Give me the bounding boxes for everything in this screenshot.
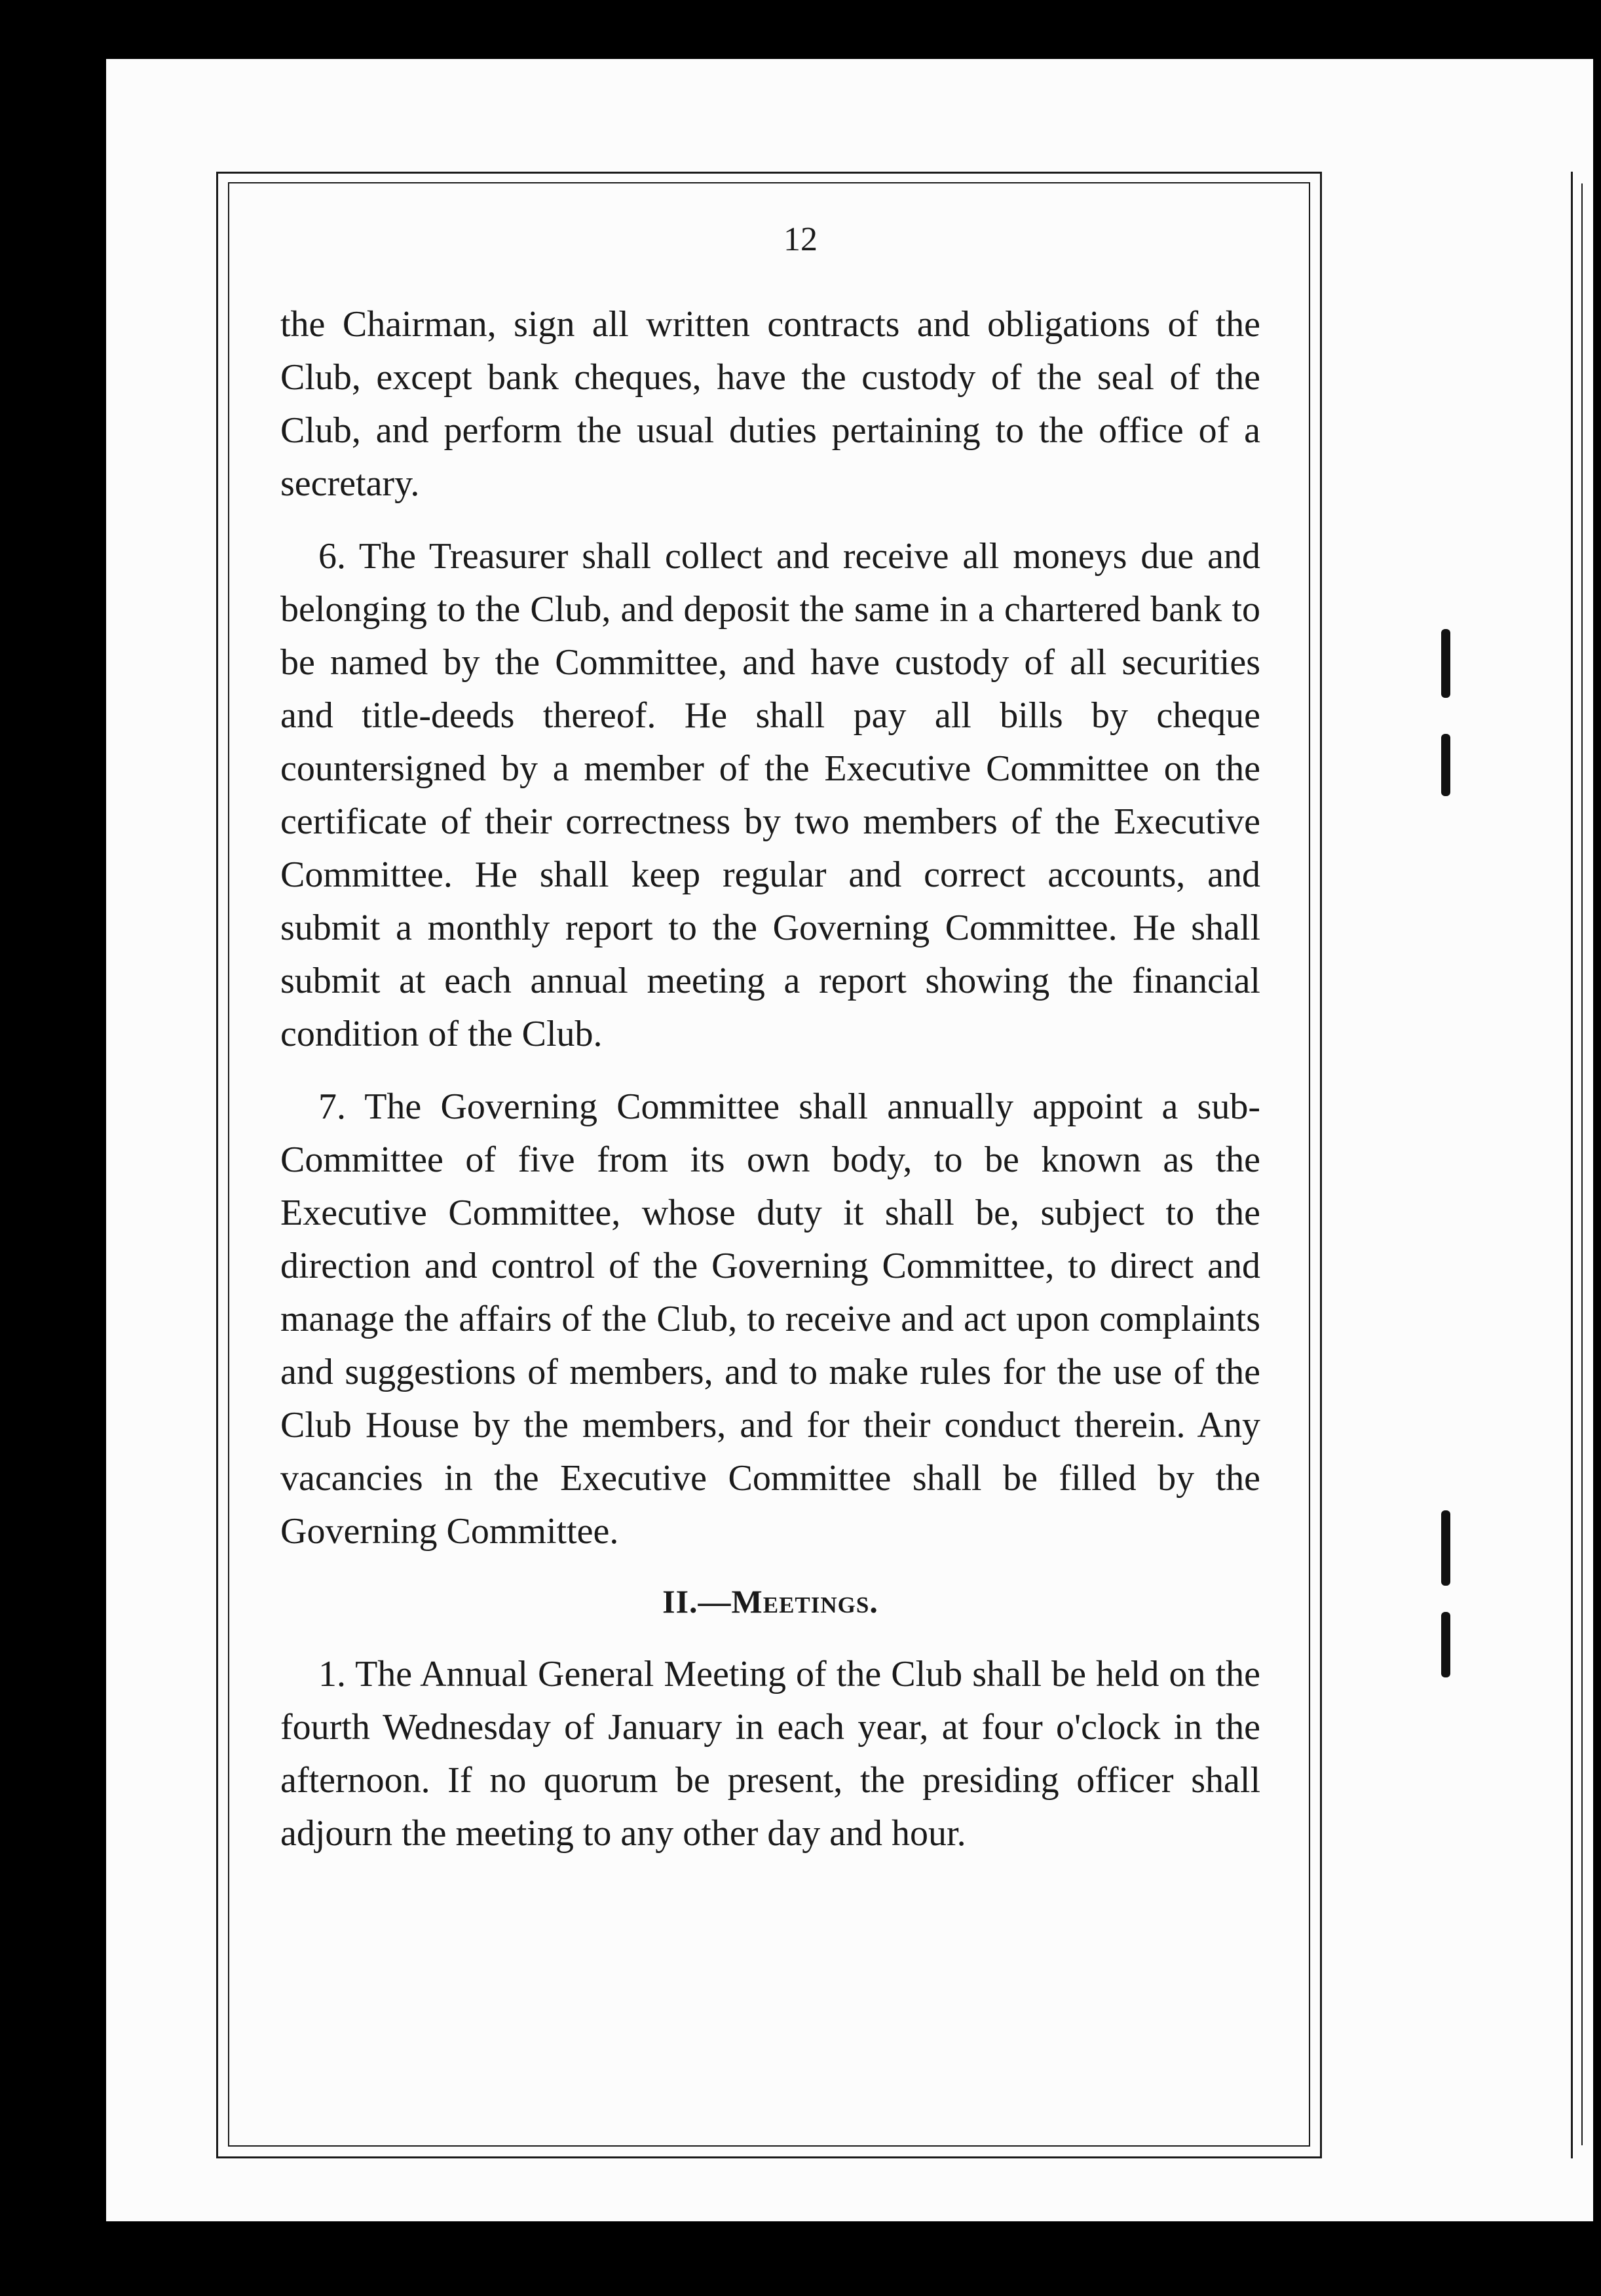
paragraph-continuation: the Chairman, sign all written contracts and obligations of the Club, except bank cheques, have the custody of the seal of the Club, and perform the usual duties pertaining to the office of a secretary. (280, 304, 1260, 504)
page-number: 12 (783, 221, 818, 258)
paragraph-rule-7: 7. The Governing Committee shall annually appoint a sub-Committee of five from its own body, to be known as the Executive Committee, whose duty it shall be, subject to the direction and control of the Governing Committee, to direct and manage the affairs of the Club, to receive and act upon complaints and suggestions of members, and to make rules for the use of the Club House by the members, and for their conduct therein. Any vacancies in the Executive Committee shall be filled by the Governing Committee. (280, 1086, 1260, 1552)
section-heading: II.—Meetings. (662, 1583, 878, 1620)
binding-hole-mark (1441, 1612, 1450, 1677)
binding-hole-mark (1441, 1510, 1450, 1586)
adjacent-page-border-inner (1581, 183, 1601, 2145)
binding-hole-mark (1441, 629, 1450, 698)
paragraph-meetings-1: 1. The Annual General Meeting of the Club shall be held on the fourth Wednesday of January in each year, at four o'clock in the afternoon. If no quorum be present, the presiding officer shall adjourn the meeting to any other day and hour. (280, 1654, 1260, 1854)
binding-hole-mark (1441, 734, 1450, 796)
paragraph-rule-6: 6. The Treasurer shall collect and receive all moneys due and belonging to the Club, and deposit the same in a chartered bank to be named by the Committee, and have custody of all securities and title-deeds thereof. He shall pay all bills by cheque countersigned by a member of the Executive Committee on the certificate of their correctness by two members of the Executive Committee. He shall keep regular and correct accounts, and submit a monthly report to the Governing Committee. He shall submit at each annual meeting a report showing the financial condition of the Club. (280, 536, 1260, 1054)
body-text (280, 298, 1260, 1860)
